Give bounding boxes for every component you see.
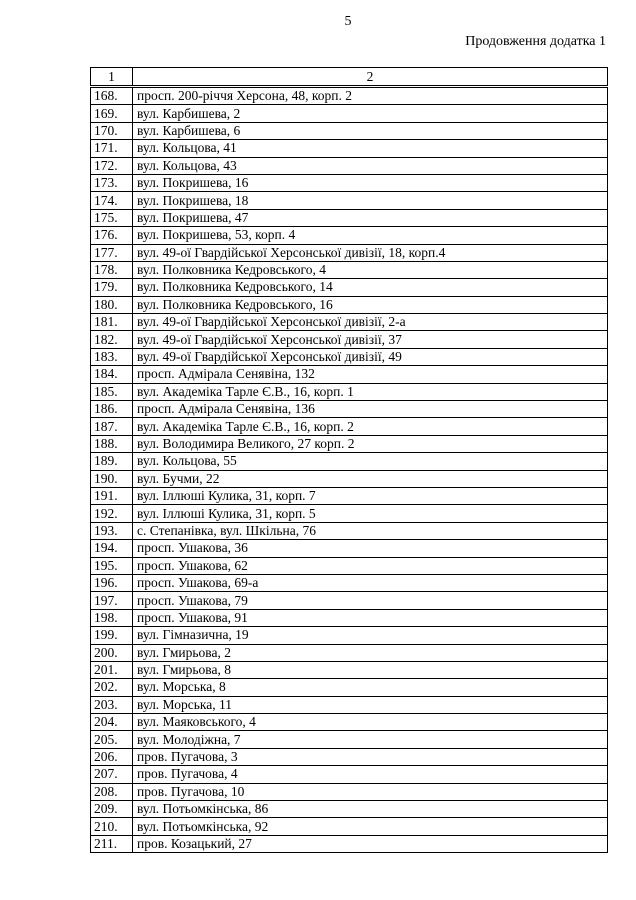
table-row — [91, 783, 608, 800]
table-row — [91, 540, 608, 557]
table-row — [91, 835, 608, 852]
row-number: 192. — [91, 505, 133, 522]
table-row — [91, 209, 608, 226]
row-address: вул. Академіка Тарле Є.В., 16, корп. 2 — [133, 418, 608, 435]
row-number: 207. — [91, 766, 133, 783]
table-row — [91, 522, 608, 539]
row-address: вул. Іллюші Кулика, 31, корп. 7 — [133, 487, 608, 504]
table-row — [91, 261, 608, 278]
row-address: вул. Потьомкінська, 86 — [133, 801, 608, 818]
row-address: вул. 49-ої Гвардійської Херсонської дивізії, 37 — [133, 331, 608, 348]
row-number: 184. — [91, 366, 133, 383]
row-number: 193. — [91, 522, 133, 539]
table-row — [91, 696, 608, 713]
row-number: 208. — [91, 783, 133, 800]
row-number: 172. — [91, 157, 133, 174]
table-row — [91, 296, 608, 313]
row-address: вул. Полковника Кедровського, 4 — [133, 261, 608, 278]
row-address: вул. Морська, 11 — [133, 696, 608, 713]
table-row — [91, 227, 608, 244]
table-row — [91, 331, 608, 348]
table-row — [91, 348, 608, 365]
row-address: вул. Полковника Кедровського, 16 — [133, 296, 608, 313]
table-row — [91, 557, 608, 574]
row-address: вул. Покришева, 47 — [133, 209, 608, 226]
row-number: 182. — [91, 331, 133, 348]
row-number: 179. — [91, 279, 133, 296]
row-address: пров. Пугачова, 3 — [133, 748, 608, 765]
row-number: 185. — [91, 383, 133, 400]
row-address: вул. Полковника Кедровського, 14 — [133, 279, 608, 296]
row-address: вул. Карбишева, 2 — [133, 105, 608, 122]
row-address: вул. Володимира Великого, 27 корп. 2 — [133, 435, 608, 452]
row-number: 186. — [91, 401, 133, 418]
page-number: 5 — [344, 14, 352, 29]
table-row — [91, 453, 608, 470]
table-row — [91, 748, 608, 765]
row-address: вул. Бучми, 22 — [133, 470, 608, 487]
table-row — [91, 505, 608, 522]
row-number: 201. — [91, 661, 133, 678]
table-row — [91, 627, 608, 644]
table-row — [91, 383, 608, 400]
row-number: 210. — [91, 818, 133, 835]
row-number: 178. — [91, 261, 133, 278]
row-number: 180. — [91, 296, 133, 313]
table-row — [91, 435, 608, 452]
row-address: просп. Ушакова, 36 — [133, 540, 608, 557]
row-address: просп. Адмірала Сенявіна, 132 — [133, 366, 608, 383]
row-number: 183. — [91, 348, 133, 365]
column-header-number: 1 — [91, 68, 133, 87]
row-address: вул. Потьомкінська, 92 — [133, 818, 608, 835]
table-row — [91, 766, 608, 783]
row-address: вул. Гмирьова, 8 — [133, 661, 608, 678]
row-address: просп. Ушакова, 69-а — [133, 574, 608, 591]
row-address: вул. Гмирьова, 2 — [133, 644, 608, 661]
table-row — [91, 801, 608, 818]
row-address: вул. Морська, 8 — [133, 679, 608, 696]
row-address: вул. Іллюші Кулика, 31, корп. 5 — [133, 505, 608, 522]
row-number: 197. — [91, 592, 133, 609]
table-row — [91, 314, 608, 331]
row-address: вул. Кольцова, 41 — [133, 140, 608, 157]
row-number: 195. — [91, 557, 133, 574]
table-row — [91, 122, 608, 139]
row-address: вул. Кольцова, 43 — [133, 157, 608, 174]
row-number: 200. — [91, 644, 133, 661]
row-address: вул. Карбишева, 6 — [133, 122, 608, 139]
row-address: вул. Покришева, 53, корп. 4 — [133, 227, 608, 244]
row-number: 168. — [91, 87, 133, 105]
row-address: вул. 49-ої Гвардійської Херсонської дивізії, 49 — [133, 348, 608, 365]
row-address: просп. 200-річчя Херсона, 48, корп. 2 — [133, 87, 608, 105]
row-number: 173. — [91, 174, 133, 191]
row-address: вул. Молодіжна, 7 — [133, 731, 608, 748]
row-number: 196. — [91, 574, 133, 591]
row-number: 198. — [91, 609, 133, 626]
row-address: пров. Пугачова, 4 — [133, 766, 608, 783]
table-row — [91, 661, 608, 678]
table-row — [91, 592, 608, 609]
row-number: 205. — [91, 731, 133, 748]
row-number: 177. — [91, 244, 133, 261]
row-number: 189. — [91, 453, 133, 470]
row-number: 209. — [91, 801, 133, 818]
table-row — [91, 140, 608, 157]
table-row — [91, 487, 608, 504]
row-address: вул. Маяковського, 4 — [133, 714, 608, 731]
table-row — [91, 366, 608, 383]
row-address: просп. Адмірала Сенявіна, 136 — [133, 401, 608, 418]
table-row — [91, 644, 608, 661]
table-body — [91, 87, 608, 853]
table-row — [91, 174, 608, 191]
row-address: вул. Гімназична, 19 — [133, 627, 608, 644]
row-address: просп. Ушакова, 62 — [133, 557, 608, 574]
row-address: с. Степанівка, вул. Шкільна, 76 — [133, 522, 608, 539]
row-number: 187. — [91, 418, 133, 435]
column-header-address: 2 — [133, 68, 608, 87]
row-address: вул. Покришева, 16 — [133, 174, 608, 191]
row-address: просп. Ушакова, 79 — [133, 592, 608, 609]
row-address: вул. Кольцова, 55 — [133, 453, 608, 470]
table-row — [91, 609, 608, 626]
row-address: вул. 49-ої Гвардійської Херсонської дивізії, 2-а — [133, 314, 608, 331]
table-row — [91, 105, 608, 122]
row-address: вул. Академіка Тарле Є.В., 16, корп. 1 — [133, 383, 608, 400]
row-number: 199. — [91, 627, 133, 644]
table-row — [91, 157, 608, 174]
table-row — [91, 244, 608, 261]
table-row — [91, 87, 608, 105]
row-number: 175. — [91, 209, 133, 226]
row-number: 190. — [91, 470, 133, 487]
row-address: пров. Пугачова, 10 — [133, 783, 608, 800]
row-number: 211. — [91, 835, 133, 852]
table-row — [91, 731, 608, 748]
appendix-continuation-title: Продовження додатка 1 — [465, 34, 606, 49]
table-row — [91, 192, 608, 209]
row-number: 202. — [91, 679, 133, 696]
row-address: вул. Покришева, 18 — [133, 192, 608, 209]
table-row — [91, 818, 608, 835]
row-number: 203. — [91, 696, 133, 713]
row-address: вул. 49-ої Гвардійської Херсонської дивізії, 18, корп.4 — [133, 244, 608, 261]
row-number: 176. — [91, 227, 133, 244]
row-number: 181. — [91, 314, 133, 331]
row-number: 170. — [91, 122, 133, 139]
row-address: пров. Козацький, 27 — [133, 835, 608, 852]
table-row — [91, 418, 608, 435]
row-number: 171. — [91, 140, 133, 157]
row-number: 194. — [91, 540, 133, 557]
table-row — [91, 470, 608, 487]
table-header-row — [91, 68, 608, 87]
table-row — [91, 279, 608, 296]
row-number: 169. — [91, 105, 133, 122]
address-table — [90, 67, 608, 853]
table-row — [91, 714, 608, 731]
row-address: просп. Ушакова, 91 — [133, 609, 608, 626]
row-number: 174. — [91, 192, 133, 209]
row-number: 188. — [91, 435, 133, 452]
row-number: 204. — [91, 714, 133, 731]
table-row — [91, 574, 608, 591]
table-row — [91, 679, 608, 696]
row-number: 206. — [91, 748, 133, 765]
table-row — [91, 401, 608, 418]
row-number: 191. — [91, 487, 133, 504]
